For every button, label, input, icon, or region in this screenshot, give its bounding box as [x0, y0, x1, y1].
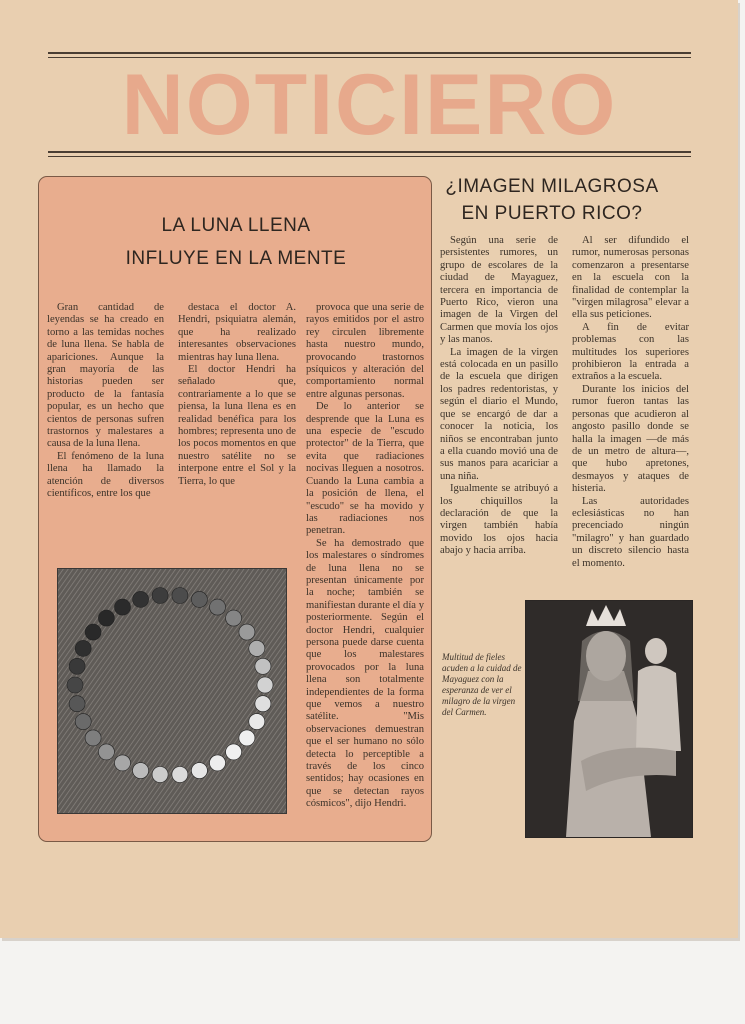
moon-phase-disc [67, 677, 83, 693]
top-rule [48, 52, 691, 54]
moon-phases-photo [57, 568, 287, 814]
paragraph: El doctor Hendri ha señalado que, contrariamente a lo que se piensa, la luna llena es en realidad benéfica para los hombres; representa uno de los pocos momentos en que nuestro satélite no se interpone entre el Sol y la Tierra, lo que [178, 364, 296, 487]
moon-phase-disc [152, 588, 168, 604]
moon-phase-disc [75, 640, 91, 656]
moon-phase-disc [239, 624, 255, 640]
moon-phase-disc [85, 730, 101, 746]
moon-phase-disc [249, 714, 265, 730]
moon-phase-disc [115, 755, 131, 771]
virgin-column-1 [440, 235, 558, 558]
moon-headline-line2: INFLUYE EN LA MENTE [125, 248, 347, 269]
paragraph: Se ha demostrado que los malestares o síndromes de luna llena no se presentan únicamente por la noche; también se manifiestan durante el día y posteriormente. Según el doctor Hendri, cualquier persona puede darse cuenta que los malestares provocados por la luna llena son totalmente independientes de la forma que vemos a nuestro satélite. "Mis observaciones demuestran que el ser humano no sólo detecta lo perceptible a través de los cinco sentidos; hay ocasiones en que se detectan rayos cósmicos", dijo Hendri. [306, 537, 424, 810]
virgin-headline-line2: EN PUERTO RICO? [461, 203, 643, 224]
moon-column-2 [178, 302, 296, 488]
paragraph: Igualmente se atribuyó a los chiquillos la declaración de que la virgen también había movido los ojos hacia abajo y hacia arriba. [440, 483, 558, 557]
moon-phase-disc [152, 767, 168, 783]
moon-phase-disc [257, 677, 273, 693]
virgin-column-2 [572, 235, 689, 570]
moon-phases-illustration [58, 569, 286, 813]
moon-phase-disc [69, 658, 85, 674]
paragraph: La imagen de la virgen está colocada en un pasillo de la escuela que dirigen los padres redentoristas, y según el diario el Mundo, que se encargó de dar a conocer la noticia, los niños se encontraban junto a ella cuando movió una de sus manos para acariciar a una niña. [440, 346, 558, 482]
paragraph: provoca que una serie de rayos emitidos por el astro rey circulen libremente hasta nuestro mundo, provocando trastornos psíquicos y alteración del comportamiento normal entre algunas personas. [306, 302, 424, 400]
moon-phase-disc [239, 730, 255, 746]
moon-phase-disc [255, 696, 271, 712]
paragraph: El fenómeno de la luna llena ha llamado la atención de diversos científicos, entre los que [47, 450, 164, 500]
masthead-title: NOTICIERO [121, 57, 618, 153]
photo-caption: Multitud de fieles acuden a la cuidad de Mayaguez con la esperanza de ver el milagro de la virgen del Carmen. [442, 652, 522, 717]
bottom-rule-thin [48, 156, 691, 157]
virgin-statue-photo [525, 600, 693, 838]
paragraph: A fin de evitar problemas con las multitudes los superiores prohibieron la entrada a extraños a la escuela. [572, 321, 689, 383]
moon-phase-disc [172, 767, 188, 783]
moon-phase-disc [172, 588, 188, 604]
moon-column-1 [47, 302, 164, 501]
moon-phase-disc [226, 744, 242, 760]
moon-phase-disc [115, 599, 131, 615]
paragraph: Según una serie de persistentes rumores, un grupo de escolares de la ciudad de Mayaguez, tercera en importancia de Puerto Rico, vieron una imagen de la Virgen del Carmen que movía los ojos y las manos. [440, 235, 558, 346]
moon-phase-disc [85, 624, 101, 640]
virgin-statue-illustration [526, 601, 692, 837]
moon-phase-disc [210, 755, 226, 771]
moon-phase-disc [75, 714, 91, 730]
moon-column-3 [306, 302, 424, 811]
moon-headline-line1: LA LUNA LLENA [161, 215, 311, 236]
moon-phase-disc [249, 640, 265, 656]
moon-phase-disc [191, 591, 207, 607]
moon-phase-disc [98, 744, 114, 760]
paragraph: Las autoridades eclesiásticas no han precenciado ningún "milagro" y han guardado un discreto silencio hasta el momento. [572, 495, 689, 569]
paragraph: destaca el doctor A. Hendri, psiquiatra alemán, que ha realizado interesantes observaciones mientras hay luna llena. [178, 302, 296, 363]
paragraph: Gran cantidad de leyendas se ha creado en torno a las temidas noches de luna llena. Se habla de apariciones. Aunque la gran mayoría de las historias pueden ser producto de la fantasía popular, es un hecho que cientos de personas sufren trastornos y malestares a causa de la luna llena. [47, 302, 164, 450]
moon-phase-disc [210, 599, 226, 615]
moon-phase-disc [191, 763, 207, 779]
moon-phase-disc [133, 763, 149, 779]
moon-phase-disc [69, 696, 85, 712]
moon-phase-disc [133, 591, 149, 607]
moon-phase-disc [255, 658, 271, 674]
moon-phase-disc [226, 610, 242, 626]
paragraph: Al ser difundido el rumor, numerosas personas comenzaron a presentarse en la escuela con la finalidad de contemplar la "virgen milagrosa" elevar a ella sus peticiones. [572, 235, 689, 321]
paragraph: Durante los inicios del rumor fueron tantas las personas que acudieron al angosto pasillo donde se halla la imagen —de más de un metro de altura—, que hubo apretones, desmayos y ataques de histeria. [572, 383, 689, 495]
moon-phase-disc [98, 610, 114, 626]
bottom-rule [48, 151, 691, 153]
virgin-headline-line1: ¿IMAGEN MILAGROSA [445, 176, 659, 197]
paragraph: De lo anterior se desprende que la Luna es una especie de "escudo protector" de la Tierra, que evita que radiaciones nocivas lleguen a nosotros. Cuando la Luna cambia a la posición de llena, el "escudo" se ha movido y las radiaciones nos penetran. [306, 401, 424, 537]
